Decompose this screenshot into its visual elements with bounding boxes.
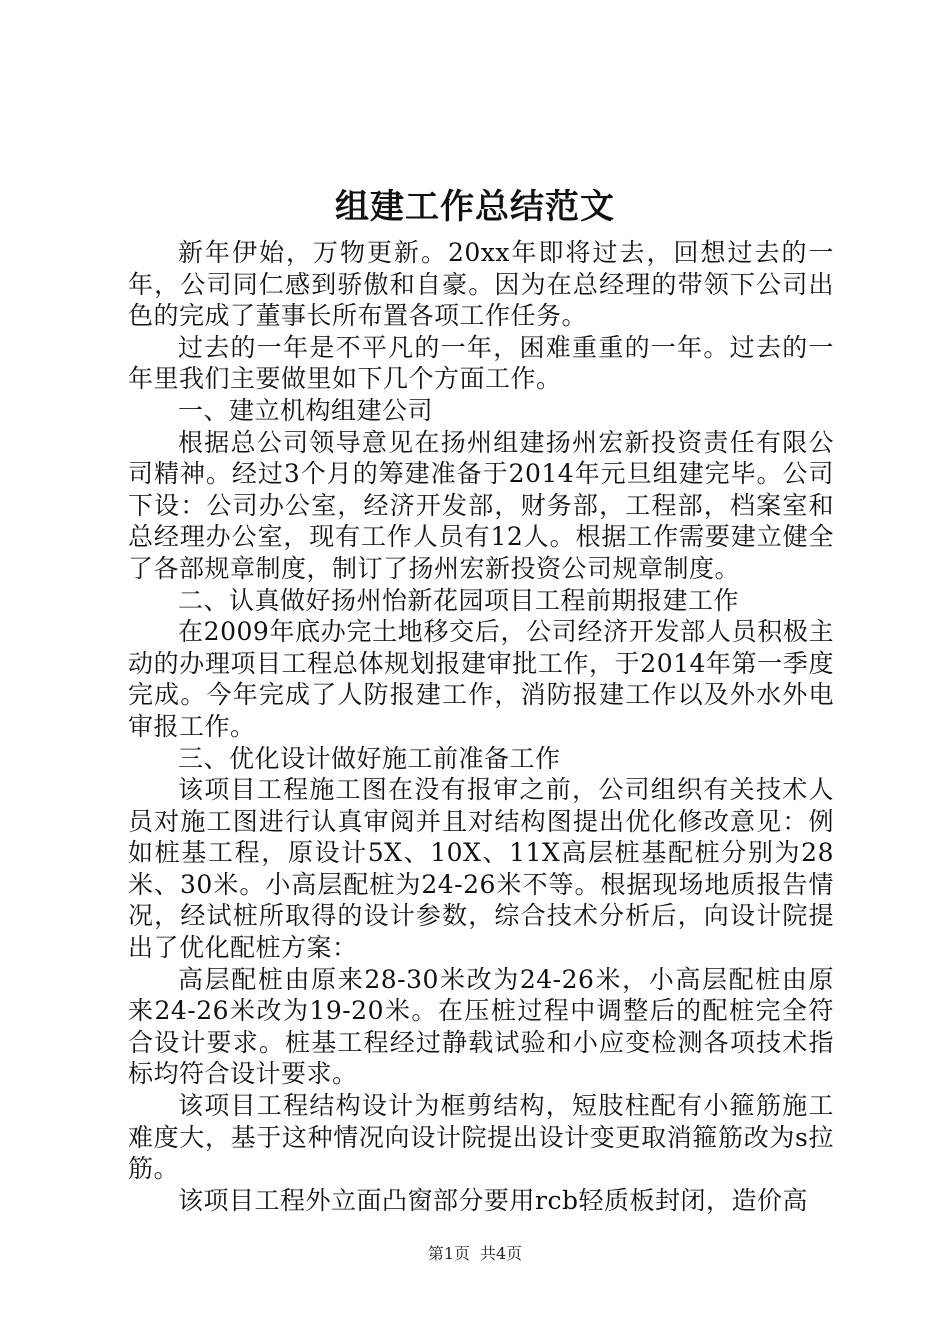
paragraph: 根据总公司领导意见在扬州组建扬州宏新投资责任有限公司精神。经过3个月的筹建准备于2014年元旦组建完毕。公司下设：公司办公室，经济开发部，财务部，工程部，档案室和总经理办公室，现有工作人员有12人。根据工作需要建立健全了各部规章制度，制订了扬州宏新投资公司规章制度。 xyxy=(128,427,834,583)
paragraph: 在2009年底办完土地移交后，公司经济开发部人员积极主动的办理项目工程总体规划报建审批工作，于2014年第一季度完成。今年完成了人防报建工作，消防报建工作以及外水外电审报工作。 xyxy=(128,617,834,741)
section-heading: 三、优化设计做好施工前准备工作 xyxy=(178,743,561,773)
paragraph: 过去的一年是不平凡的一年，困难重重的一年。过去的一年里我们主要做里如下几个方面工作。 xyxy=(128,332,834,394)
page-total: 共4页 xyxy=(480,1244,523,1263)
page-footer xyxy=(0,1243,950,1265)
document-body xyxy=(128,237,834,1216)
paragraph: 该项目工程施工图在没有报审之前，公司组织有关技术人员对施工图进行认真审阅并且对结构图提出优化修改意见：例如桩基工程，原设计5X、10X、11X高层桩基配桩分别为28米、30米。小高层配桩为24-26米不等。根据现场地质报告情况，经试桩所取得的设计参数，综合技术分析后，向设计院提出了优化配桩方案： xyxy=(128,775,834,963)
paragraph: 高层配桩由原来28-30米改为24-26米，小高层配桩由原来24-26米改为19-20米。在压桩过程中调整后的配桩完全符合设计要求。桩基工程经过静载试验和小应变检测各项技术指标均符合设计要求。 xyxy=(128,964,834,1089)
paragraph: 新年伊始，万物更新。20xx年即将过去，回想过去的一年，公司同仁感到骄傲和自豪。因为在总经理的带领下公司出色的完成了董事长所布置各项工作任务。 xyxy=(128,238,834,331)
page-number: 第1页 xyxy=(427,1244,470,1263)
paragraph: 该项目工程结构设计为框剪结构，短肢柱配有小箍筋施工难度大，基于这种情况向设计院提出设计变更取消箍筋改为s拉筋。 xyxy=(128,1091,834,1184)
section-heading: 二、认真做好扬州怡新花园项目工程前期报建工作 xyxy=(178,585,740,615)
document-title: 组建工作总结范文 xyxy=(335,187,615,227)
paragraph: 该项目工程外立面凸窗部分要用rcb轻质板封闭，造价高 xyxy=(178,1185,808,1215)
section-heading: 一、建立机构组建公司 xyxy=(178,395,434,425)
